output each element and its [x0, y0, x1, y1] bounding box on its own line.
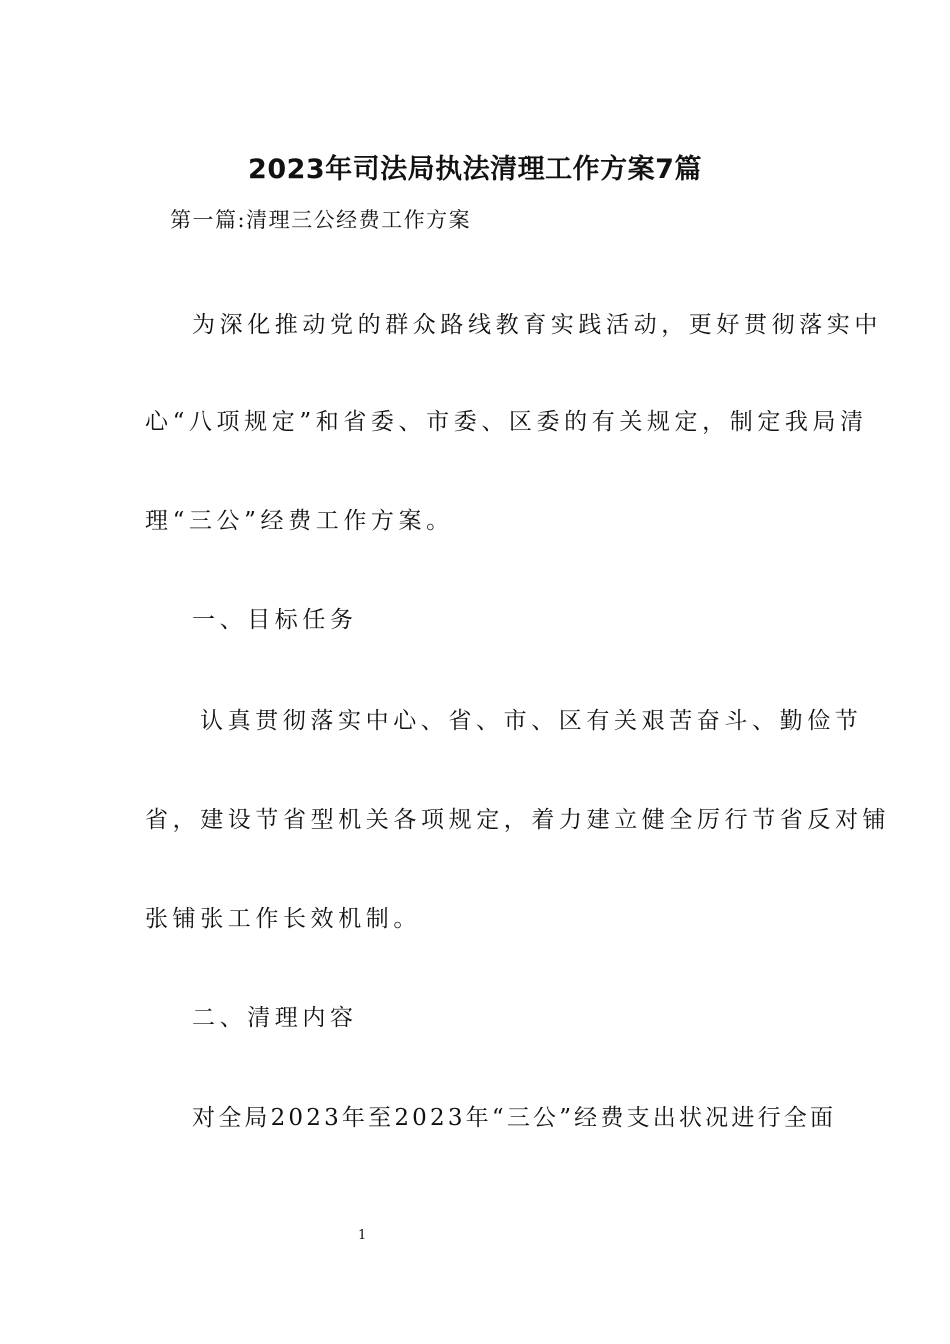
paragraph-line: 对全局2023年至2023年“三公”经费支出状况进行全面 — [192, 1105, 837, 1131]
paragraph-line: 为深化推动党的群众路线教育实践活动，更好贯彻落实中 — [192, 312, 882, 338]
paragraph-line: 张铺张工作长效机制。 — [145, 906, 421, 932]
section-heading: 二、清理内容 — [192, 1005, 358, 1031]
paragraph-line: 认真贯彻落实中心、省、市、区有关艰苦奋斗、勤俭节 — [200, 708, 863, 734]
page-number: 1 — [358, 1228, 367, 1243]
document-title: 2023年司法局执法清理工作方案7篇 — [248, 154, 702, 186]
section-heading: 一、目标任务 — [192, 607, 358, 633]
section-subtitle: 第一篇:清理三公经费工作方案 — [170, 208, 472, 232]
paragraph-line: 心“八项规定”和省委、市委、区委的有关规定，制定我局清 — [145, 409, 868, 435]
paragraph-line: 省，建设节省型机关各项规定，着力建立健全厉行节省反对铺 — [145, 807, 891, 833]
paragraph-line: 理“三公”经费工作方案。 — [145, 508, 454, 534]
